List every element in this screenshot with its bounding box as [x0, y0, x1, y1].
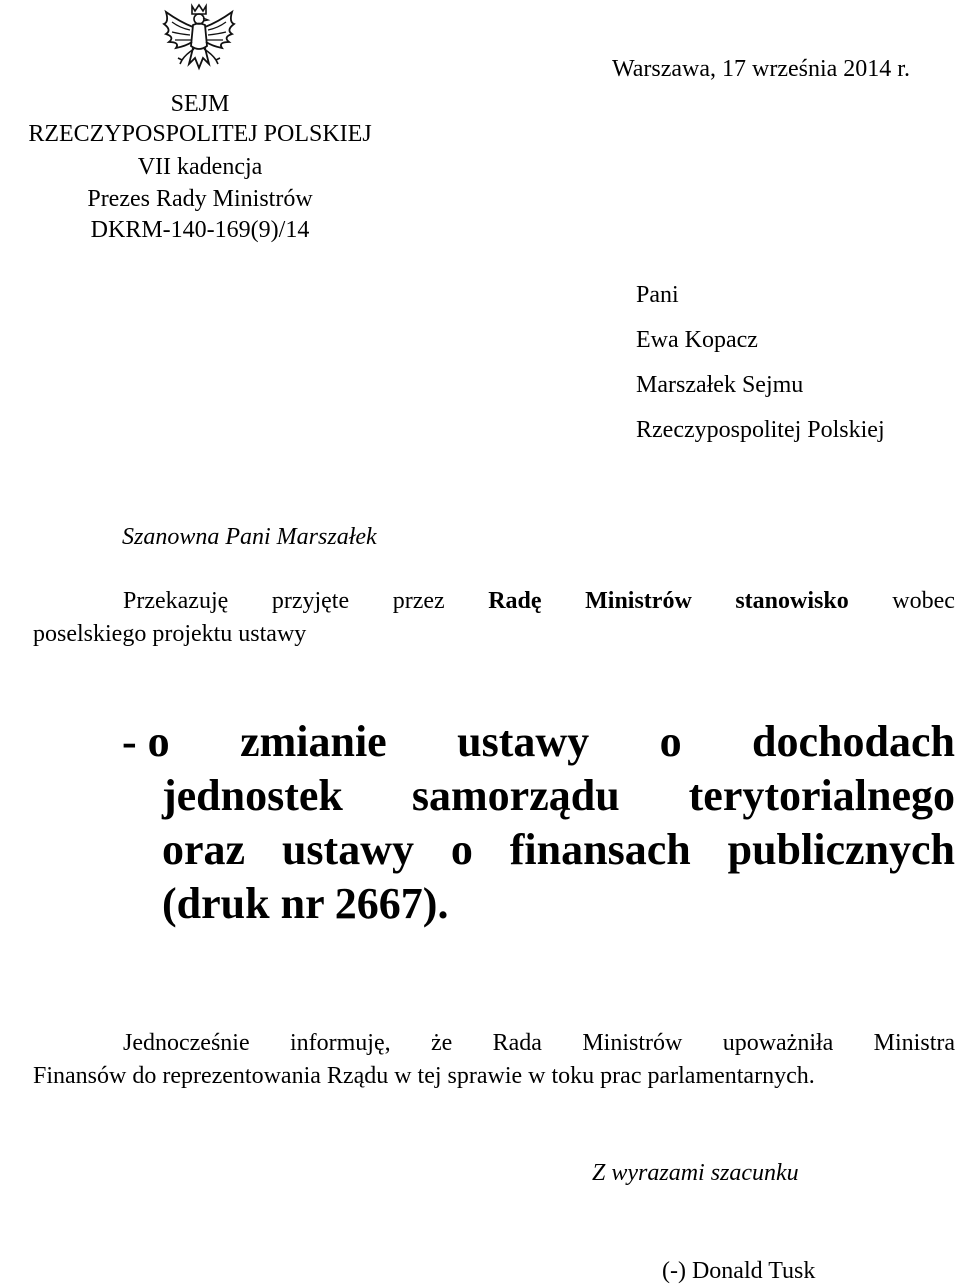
bill-word: oraz [162, 825, 246, 874]
p1-word: Przekazuję [123, 588, 229, 614]
header-sejm: SEJM [170, 91, 230, 117]
paragraph1-line1 [123, 588, 955, 615]
bill-word: samorządu [411, 771, 620, 820]
addressee-title: Marszałek Sejmu [636, 372, 804, 398]
addressee-name: Ewa Kopacz [636, 327, 758, 353]
addressee-country: Rzeczypospolitej Polskiej [636, 417, 885, 443]
bill-title-line1 [122, 716, 955, 767]
bill-word: ustawy [457, 717, 590, 766]
p2-word: upoważniła [722, 1030, 834, 1056]
bill-word: o [450, 825, 473, 874]
paragraph1-line2: poselskiego projektu ustawy [33, 621, 307, 647]
p2-word: informuję, [289, 1030, 391, 1056]
p2-word: Rada [492, 1030, 542, 1056]
p1-bold-word: stanowisko [735, 588, 849, 614]
header-kadencja: VII kadencja [137, 154, 263, 180]
document-date: Warszawa, 17 września 2014 r. [612, 56, 910, 82]
paragraph2-line1 [123, 1030, 955, 1057]
bill-word: finansach [509, 825, 691, 874]
signature: (-) Donald Tusk [662, 1258, 816, 1284]
header-prezes: Prezes Rady Ministrów [87, 186, 313, 212]
p2-word: Ministrów [582, 1030, 683, 1056]
p2-word: Jednocześnie [123, 1030, 250, 1056]
p2-word: Ministra [873, 1030, 955, 1056]
header-rzeczypospolitej: RZECZYPOSPOLITEJ POLSKIEJ [28, 121, 372, 147]
closing-phrase: Z wyrazami szacunku [592, 1160, 799, 1186]
bill-word: publicznych [727, 825, 955, 874]
bill-title-line3 [162, 824, 955, 875]
p1-word: przez [392, 588, 445, 614]
polish-eagle-emblem-icon [160, 2, 238, 78]
bill-word: o [659, 717, 682, 766]
p1-bold-word: Radę [488, 588, 542, 614]
paragraph2-line2: Finansów do reprezentowania Rządu w tej sprawie w toku prac parlamentarnych. [33, 1063, 815, 1089]
eagle-emblem-graphic [160, 2, 238, 78]
bill-word: dochodach [752, 717, 955, 766]
addressee-salutation: Pani [636, 282, 679, 308]
bill-word: jednostek [162, 771, 343, 820]
greeting: Szanowna Pani Marszałek [122, 524, 377, 550]
p2-word: że [430, 1030, 453, 1056]
p1-word: wobec [892, 588, 955, 614]
p1-bold-word: Ministrów [585, 588, 692, 614]
bill-word: ustawy [281, 825, 414, 874]
bill-title-line2 [162, 770, 955, 821]
p1-word: przyjęte [271, 588, 350, 614]
bill-word: zmianie [240, 717, 387, 766]
bill-title-line4: (druk nr 2667). [162, 879, 449, 928]
header-reference-number: DKRM-140-169(9)/14 [90, 217, 310, 243]
bill-word: terytorialnego [688, 771, 955, 820]
bill-word: - o [122, 717, 170, 766]
